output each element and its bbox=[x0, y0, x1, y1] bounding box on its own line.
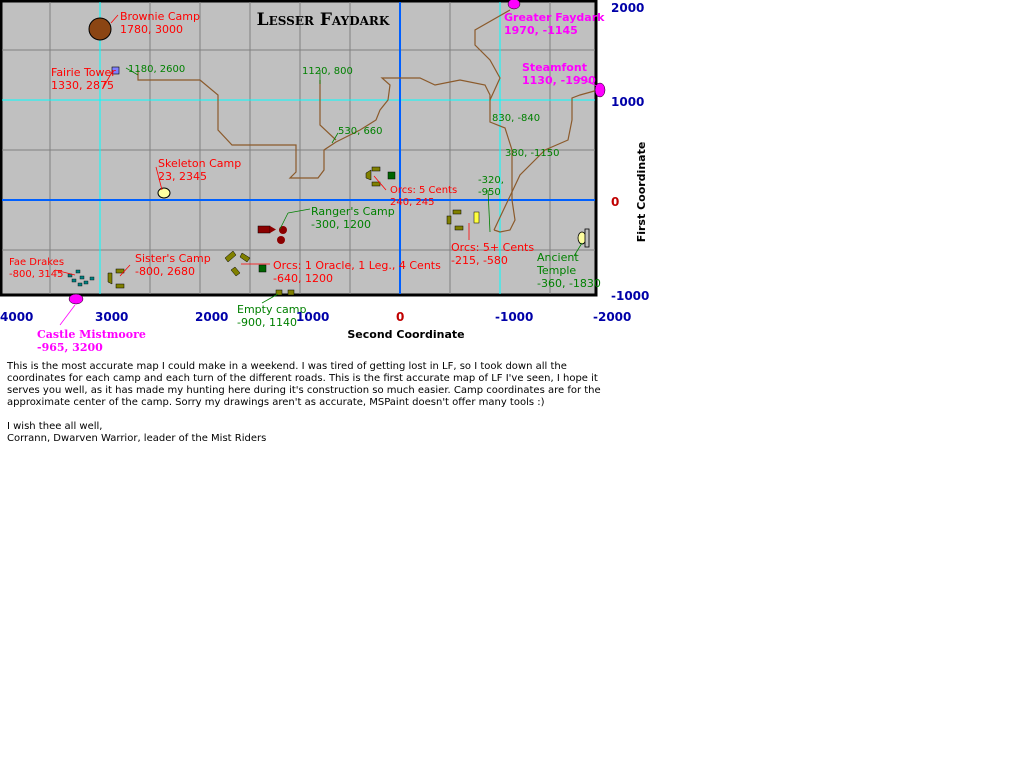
first-tick-2000: 2000 bbox=[611, 1, 645, 15]
greater-faydark-coord: 1970, -1145 bbox=[504, 24, 578, 37]
orcs-5-plus-cents-name: Orcs: 5+ Cents bbox=[451, 241, 535, 254]
skeleton-camp-marker bbox=[158, 188, 170, 198]
waypoint-label: -320, bbox=[478, 175, 504, 186]
signoff bbox=[7, 421, 617, 445]
second-tick-minus-2000: -2000 bbox=[593, 310, 632, 324]
empty-camp-name: Empty camp bbox=[237, 303, 307, 316]
orcs-oracle-name: Orcs: 1 Oracle, 1 Leg., 4 Cents bbox=[273, 259, 441, 272]
orcs-5-plus-cents-coord: -215, -580 bbox=[451, 254, 508, 267]
empty-camp-coord: -900, 1140 bbox=[237, 316, 297, 329]
signoff-author: Corrann, Dwarven Warrior, leader of the Mist Riders bbox=[7, 433, 267, 444]
steamfont-coord: 1130, -1990 bbox=[522, 74, 596, 87]
second-tick-2000: 2000 bbox=[195, 310, 229, 324]
castle-mistmoore-zone-marker bbox=[69, 294, 83, 304]
waypoint-label: 830, -840 bbox=[492, 113, 541, 124]
orcs-5-cents-name: Orcs: 5 Cents bbox=[390, 185, 458, 196]
fairie-tower-name: Fairie Tower bbox=[51, 66, 116, 79]
map-title: Lesser Faydark bbox=[256, 10, 390, 30]
second-coordinate-ticks bbox=[0, 310, 631, 324]
greater-faydark-name: Greater Faydark bbox=[504, 11, 605, 24]
first-coordinate-axis-title: First Coordinate bbox=[635, 141, 648, 243]
skeleton-camp-name: Skeleton Camp bbox=[158, 157, 242, 170]
second-tick-4000: 4000 bbox=[0, 310, 34, 324]
sisters-camp-coord: -800, 2680 bbox=[135, 265, 195, 278]
first-tick-1000: 1000 bbox=[611, 95, 645, 109]
faydark-map bbox=[0, 0, 1024, 360]
orcs-5-cents-coord: 240, 245 bbox=[390, 197, 435, 208]
signoff-greeting: I wish thee all well, bbox=[7, 421, 103, 432]
caption-paragraph: This is the most accurate map I could make in a weekend. I was tired of getting lost in LF, so I took down all the coordinates for each camp and each turn of the different roads. This is the first accurate map of LF I've seen, I hope it serves you well, as it has made my hunting here during it's construction so much easier. Camp coordinates are for the approximate center of the camp. Sorry my drawings aren't as accurate, MSPaint doesn't offer many tools :) bbox=[7, 361, 601, 408]
first-tick-0: 0 bbox=[611, 195, 620, 209]
second-tick-3000: 3000 bbox=[95, 310, 129, 324]
skeleton-camp-coord: 23, 2345 bbox=[158, 170, 207, 183]
second-tick-minus-1000: -1000 bbox=[495, 310, 534, 324]
greater-faydark-zone-marker bbox=[508, 0, 520, 9]
waypoint-label: 1180, 2600 bbox=[128, 64, 186, 75]
waypoint-label: 1120, 800 bbox=[302, 66, 353, 77]
rangers-camp-coord: -300, 1200 bbox=[311, 218, 371, 231]
steamfont-zone-marker bbox=[595, 83, 605, 97]
second-tick-1000: 1000 bbox=[296, 310, 330, 324]
brownie-camp-marker bbox=[89, 18, 111, 40]
second-coordinate-axis-title: Second Coordinate bbox=[347, 328, 465, 341]
castle-mistmoore-coord: -965, 3200 bbox=[37, 341, 103, 354]
caption bbox=[7, 361, 617, 445]
waypoint-label: -950 bbox=[478, 187, 501, 198]
ancient-temple-coord: -360, -1830 bbox=[537, 277, 601, 290]
sisters-camp-name: Sister's Camp bbox=[135, 252, 211, 265]
fairie-tower-coord: 1330, 2875 bbox=[51, 79, 114, 92]
fae-drakes-name: Fae Drakes bbox=[9, 257, 65, 268]
second-tick-0: 0 bbox=[396, 310, 405, 324]
brownie-camp-name: Brownie Camp bbox=[120, 10, 200, 23]
steamfont-name: Steamfont bbox=[522, 61, 587, 74]
brownie-camp-coord: 1780, 3000 bbox=[120, 23, 183, 36]
waypoint-label: 530, 660 bbox=[338, 126, 383, 137]
first-tick-minus-1000: -1000 bbox=[611, 289, 650, 303]
orcs-oracle-coord: -640, 1200 bbox=[273, 272, 333, 285]
ancient-temple-name-line2: Temple bbox=[537, 264, 577, 277]
fae-drakes-coord: -800, 3145 bbox=[9, 269, 64, 280]
waypoint-label: 380, -1150 bbox=[505, 148, 560, 159]
ancient-temple-name-line1: Ancient bbox=[537, 251, 579, 264]
rangers-camp-name: Ranger's Camp bbox=[311, 205, 395, 218]
castle-mistmoore-name: Castle Mistmoore bbox=[37, 328, 146, 341]
